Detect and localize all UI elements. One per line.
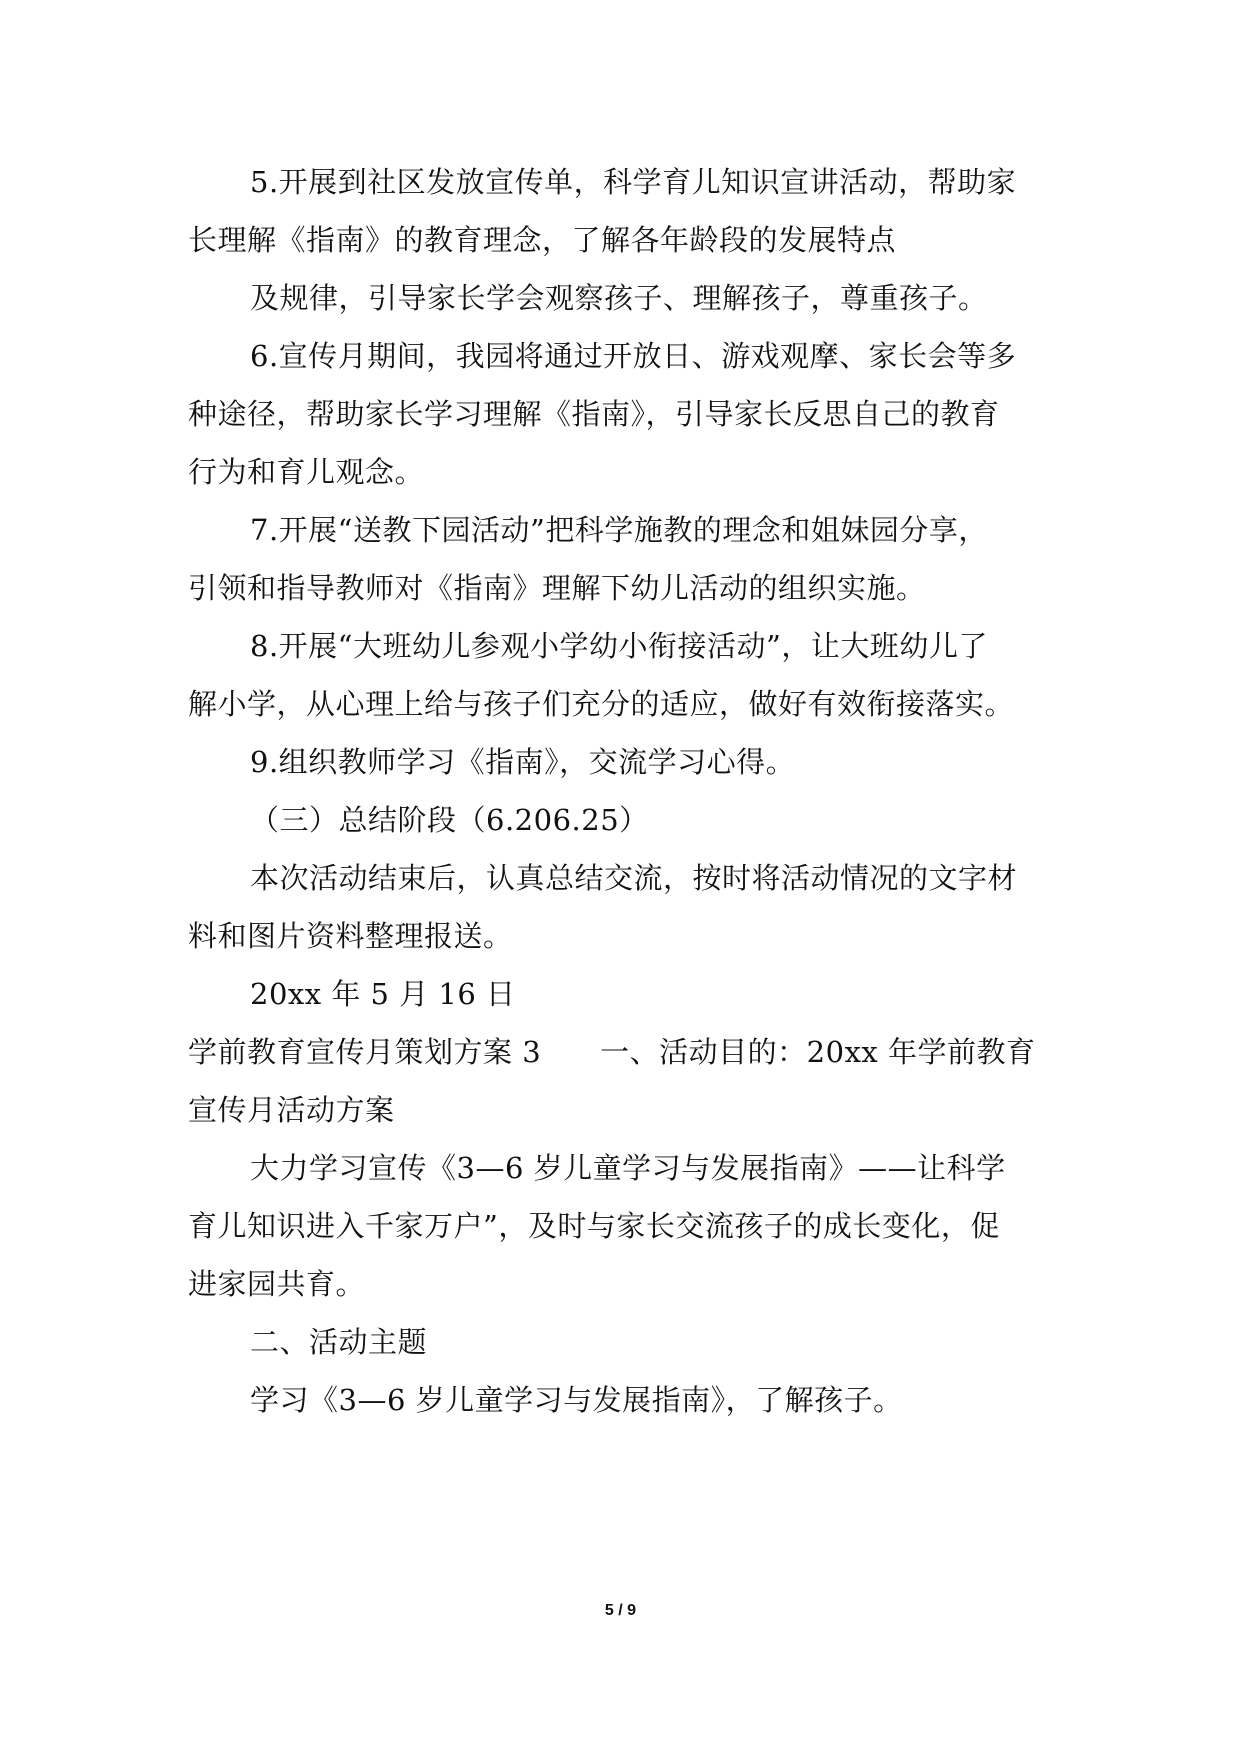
text-line: 5.开展到社区发放宣传单，科学育儿知识宣讲活动，帮助家 xyxy=(250,165,1017,199)
text-line: 9.组织教师学习《指南》，交流学习心得。 xyxy=(250,745,796,779)
text-line: 学前教育宣传月策划方案 3 一、活动目的：20xx 年学前教育 xyxy=(188,1035,1036,1069)
text-line: 及规律，引导家长学会观察孩子、理解孩子，尊重孩子。 xyxy=(250,281,988,315)
text-line: 本次活动结束后，认真总结交流，按时将活动情况的文字材 xyxy=(250,861,1018,895)
text-line: 种途径，帮助家长学习理解《指南》，引导家长反思自己的教育 xyxy=(188,397,1000,431)
text-line: 行为和育儿观念。 xyxy=(188,455,425,489)
text-line: 学习《3—6 岁儿童学习与发展指南》，了解孩子。 xyxy=(250,1383,903,1417)
date-line: 20xx 年 5 月 16 日 xyxy=(250,977,516,1011)
text-line: 8.开展“大班幼儿参观小学幼小衔接活动”，让大班幼儿了 xyxy=(250,629,988,663)
section-heading: （三）总结阶段（6.206.25） xyxy=(250,803,649,837)
text-line: 宣传月活动方案 xyxy=(188,1093,395,1127)
text-line: 育儿知识进入千家万户”，及时与家长交流孩子的成长变化，促 xyxy=(188,1209,1000,1243)
page-number: 5 / 9 xyxy=(604,1602,637,1619)
section-heading: 二、活动主题 xyxy=(250,1325,428,1359)
text-line: 进家园共育。 xyxy=(188,1267,366,1301)
text-line: 引领和指导教师对《指南》理解下幼儿活动的组织实施。 xyxy=(188,571,926,605)
text-line: 大力学习宣传《3—6 岁儿童学习与发展指南》——让科学 xyxy=(250,1151,1006,1185)
text-line: 料和图片资料整理报送。 xyxy=(188,919,513,953)
text-line: 6.宣传月期间，我园将通过开放日、游戏观摩、家长会等多 xyxy=(250,339,1017,373)
text-line: 解小学，从心理上给与孩子们充分的适应，做好有效衔接落实。 xyxy=(188,687,1015,721)
text-line: 7.开展“送教下园活动”把科学施教的理念和姐妹园分享， xyxy=(250,513,988,547)
text-line: 长理解《指南》的教育理念，了解各年龄段的发展特点 xyxy=(188,223,897,257)
